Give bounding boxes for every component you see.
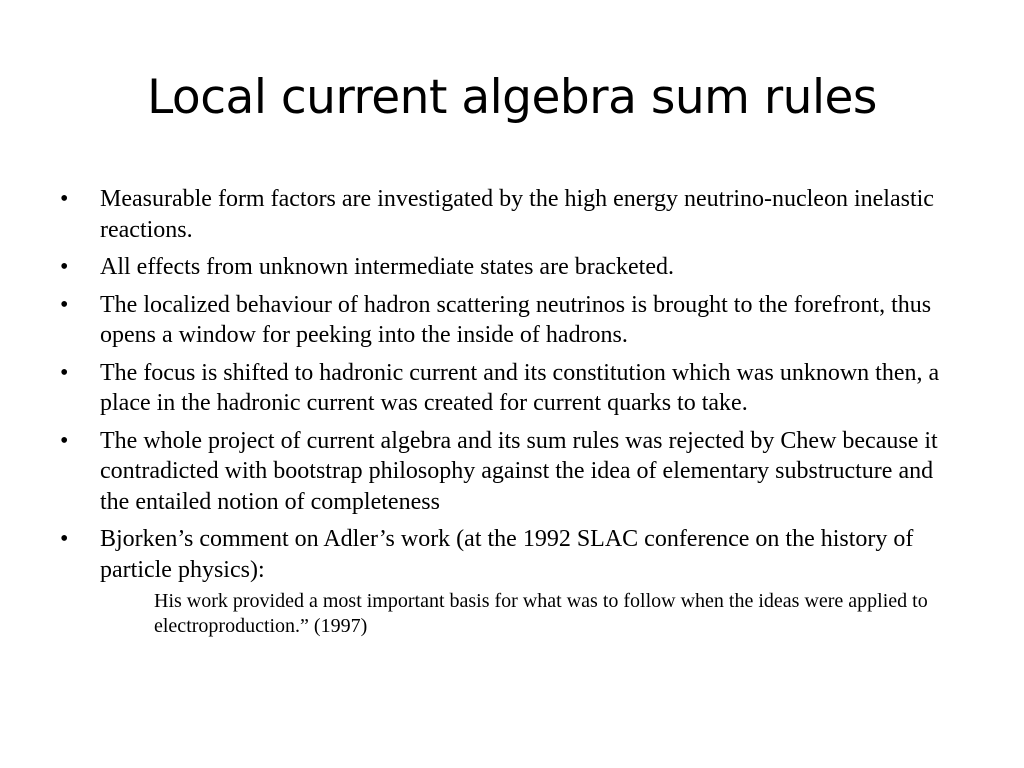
bullet-item xyxy=(60,358,966,419)
bullet-icon: • xyxy=(60,291,69,318)
bullet-text: The whole project of current algebra and its sum rules was rejected by Chew because it contradicted with bootstrap philosophy against the idea of elementary substructure and the entailed notion of completeness xyxy=(100,427,938,515)
bullet-text: The localized behaviour of hadron scattering neutrinos is brought to the forefront, thus opens a window for peeking into the inside of hadrons. xyxy=(100,291,932,348)
bullet-item xyxy=(60,290,966,351)
bullet-item xyxy=(60,426,966,518)
bullet-item xyxy=(60,184,966,245)
bullet-icon: • xyxy=(60,254,69,280)
bullet-icon: • xyxy=(60,359,69,386)
bullet-text: Measurable form factors are investigated by the high energy neutrino-nucleon inelastic reactions. xyxy=(100,186,934,243)
bullet-item xyxy=(60,252,966,283)
bullet-text: The focus is shifted to hadronic current and its constitution which was unknown then, a place in the hadronic current was created for current quarks to take. xyxy=(100,359,940,416)
bullet-item xyxy=(60,524,966,639)
bullet-icon: • xyxy=(60,427,69,454)
quote-text: His work provided a most important basis for what was to follow when the ideas were applied to electroproduction.” (1997) xyxy=(154,590,928,637)
bullet-icon: • xyxy=(60,186,69,212)
bullet-text: Bjorken’s comment on Adler’s work (at the 1992 SLAC conference on the history of particle physics): xyxy=(100,526,914,583)
bullet-text: All effects from unknown intermediate states are bracketed. xyxy=(100,254,674,280)
bullet-list xyxy=(60,184,966,646)
slide-title: Local current algebra sum rules xyxy=(147,70,877,125)
bullet-icon: • xyxy=(60,526,69,552)
